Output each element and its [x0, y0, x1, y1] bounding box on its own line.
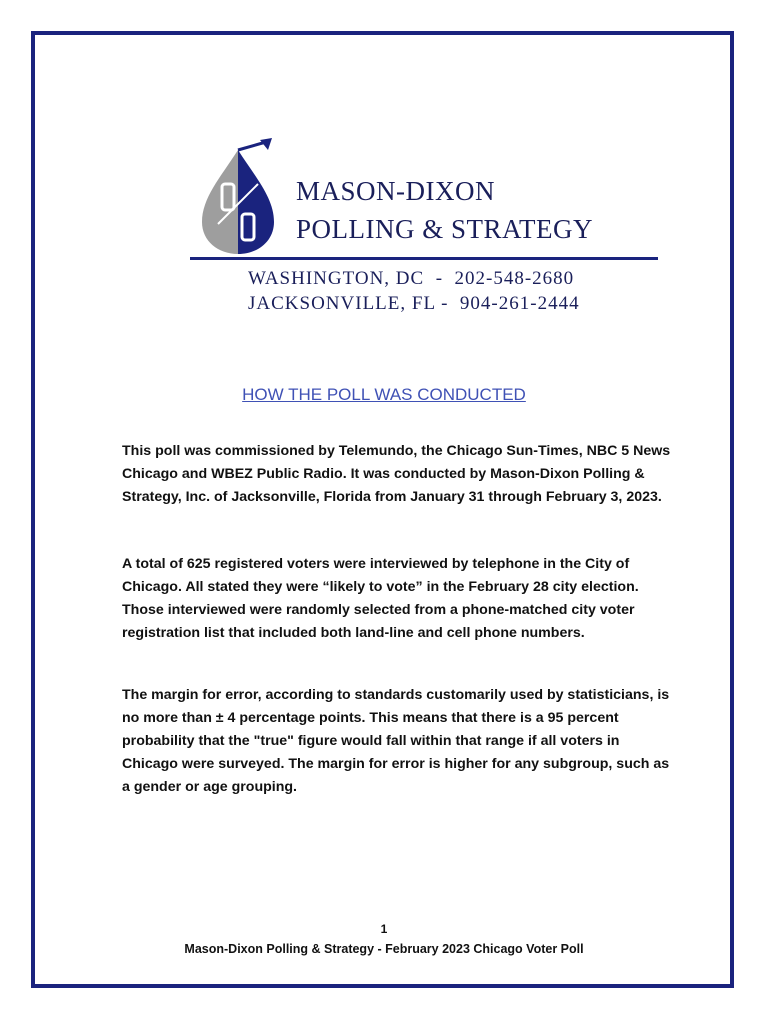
brand-name-line1: MASON-DIXON [296, 176, 495, 206]
contact-washington: WASHINGTON, DC - 202-548-2680 [248, 268, 575, 289]
mason-dixon-logo-icon [190, 138, 290, 258]
paragraph-margin-of-error: The margin for error, according to standards customarily used by statisticians, is no more than ± 4 percentage points. This means that there is a 95 percent probability that the "true" figure would fall within that range if all voters in Chicago were surveyed. The margin for error is higher for any subgroup, such as a gender or age grouping. [122, 687, 670, 795]
paragraph-commission: This poll was commissioned by Telemundo, the Chicago Sun-Times, NBC 5 News Chicago and WBEZ Public Radio. It was conducted by Mason-Dixon Polling & Strategy, Inc. of Jacksonville, Florida from January 31 through February 3, 2023. [122, 443, 671, 505]
contact-jacksonville: JACKSONVILLE, FL - 904-261-2444 [248, 293, 580, 314]
section-heading: HOW THE POLL WAS CONDUCTED [242, 385, 526, 404]
page-footer: Mason-Dixon Polling & Strategy - February 2023 Chicago Voter Poll [184, 942, 584, 956]
company-logo [190, 138, 660, 318]
paragraph-sample: A total of 625 registered voters were interviewed by telephone in the City of Chicago. All stated they were “likely to vote” in the February 28 city election. Those interviewed were randomly selected from a phone-matched city voter registration list that included both land-line and cell phone numbers. [122, 556, 639, 641]
brand-name-line2: POLLING & STRATEGY [296, 214, 593, 244]
logo-divider [190, 257, 658, 260]
page-number: 1 [380, 922, 388, 936]
